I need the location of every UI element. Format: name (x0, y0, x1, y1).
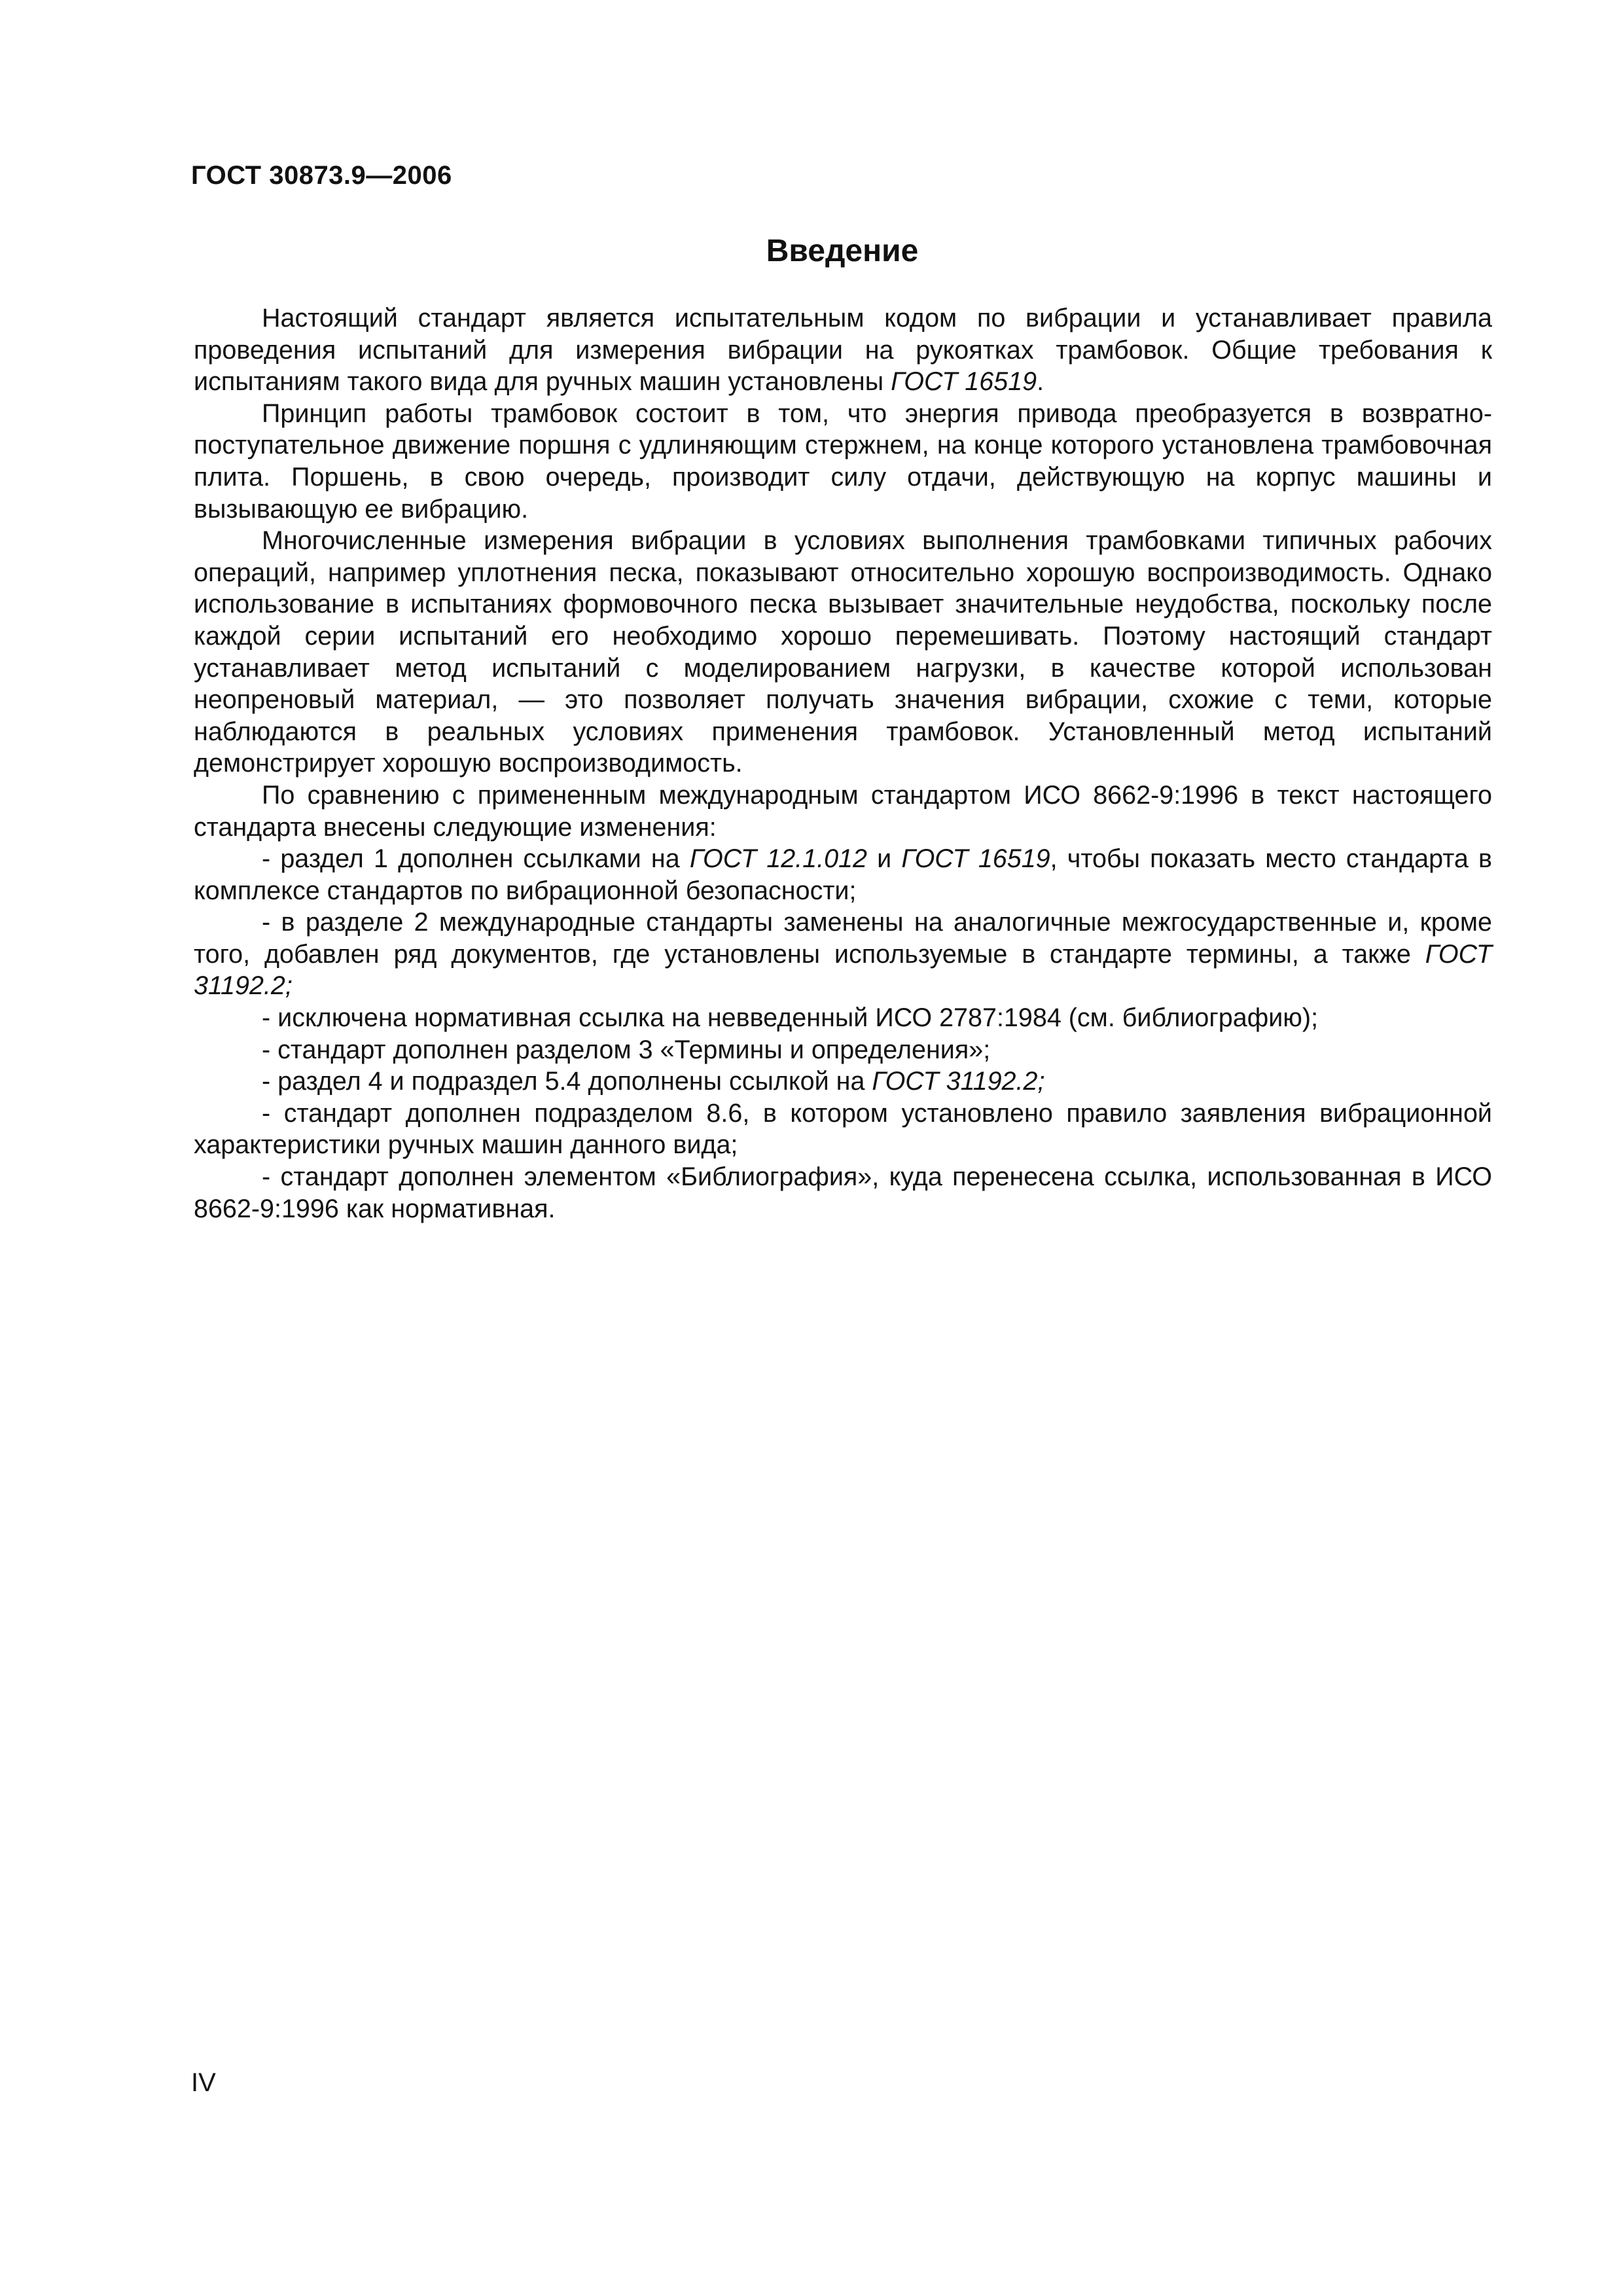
change-item-3: - исключена нормативная ссылка на невведенный ИСО 2787:1984 (см. библиографию); (262, 1003, 1319, 1033)
change-item-6: - стандарт дополнен подразделом 8.6, в котором установлено правило заявления вибрационной характеристики ручных машин данного вида; (194, 1098, 1492, 1160)
standard-reference: ГОСТ 12.1.012 (689, 844, 867, 874)
change-item-5 (194, 1066, 1492, 1098)
change-item-7: - стандарт дополнен элементом «Библиография», куда перенесена ссылка, использованная в ИСО 8662-9:1996 как нормативная. (194, 1162, 1492, 1223)
paragraph-tail: . (1037, 367, 1044, 397)
page-number: IV (191, 2068, 216, 2097)
paragraph-1 (194, 302, 1492, 398)
change-text: и (867, 844, 902, 874)
paragraph-3: Многочисленные измерения вибрации в условиях выполнения трамбовками типичных рабочих операций, например уплотнения песка, показывают относительно хорошую воспроизводимость. Однако использование в испытаниях формовочного песка вызывает значительные неудобства, поскольку после каждой серии испытаний его необходимо хорошо перемешивать. Поэтому настоящий стандарт устанавливает метод испытаний с моделированием нагрузки, в качестве которой использован неопреновый материал, — это позволяет получать значения вибрации, схожие с теми, которые наблюдаются в реальных условиях применения трамбовок. Установленный метод испытаний демонстрирует хорошую воспроизводимость. (194, 526, 1492, 778)
paragraph-text: Настоящий стандарт является испытательным кодом по вибрации и устанавливает правила проведения испытаний для измерения вибрации на рукоятках трамбовок. Общие требования к испытаниям такого вида для ручных машин установлены (194, 304, 1492, 397)
standard-reference: ГОСТ 31192.2; (194, 939, 1492, 1001)
change-item-1 (194, 843, 1492, 906)
change-text: , чтобы показать место стандарта в комплексе стандартов по вибрационной безопасности; (194, 844, 1492, 905)
change-text: - раздел 1 дополнен ссылками на (262, 844, 690, 874)
standard-reference: ГОСТ 16519 (901, 844, 1050, 874)
body-text (194, 302, 1492, 1225)
change-item-2 (194, 906, 1492, 1002)
page-header: ГОСТ 30873.9—2006 (191, 161, 452, 190)
change-text: - в разделе 2 международные стандарты заменены на аналогичные межгосударственные и, кроме того, добавлен ряд документов, где установлены используемые в стандарте термины, а также (194, 908, 1492, 969)
standard-reference: ГОСТ 31192.2; (872, 1067, 1045, 1096)
standard-reference: ГОСТ 16519 (891, 367, 1037, 397)
paragraph-4: По сравнению с примененным международным стандартом ИСО 8662-9:1996 в текст настоящего стандарта внесены следующие изменения: (194, 780, 1492, 842)
paragraph-2: Принцип работы трамбовок состоит в том, что энергия привода преобразуется в возвратно-поступательное движение поршня с удлиняющим стержнем, на конце которого установлена трамбовочная плита. Поршень, в свою очередь, производит силу отдачи, действующую на корпус машины и вызывающую ее вибрацию. (194, 399, 1492, 524)
change-item-4: - стандарт дополнен разделом 3 «Термины и определения»; (262, 1035, 991, 1064)
section-title: Введение (766, 234, 919, 268)
change-text: - раздел 4 и подраздел 5.4 дополнены ссылкой на (262, 1067, 872, 1096)
